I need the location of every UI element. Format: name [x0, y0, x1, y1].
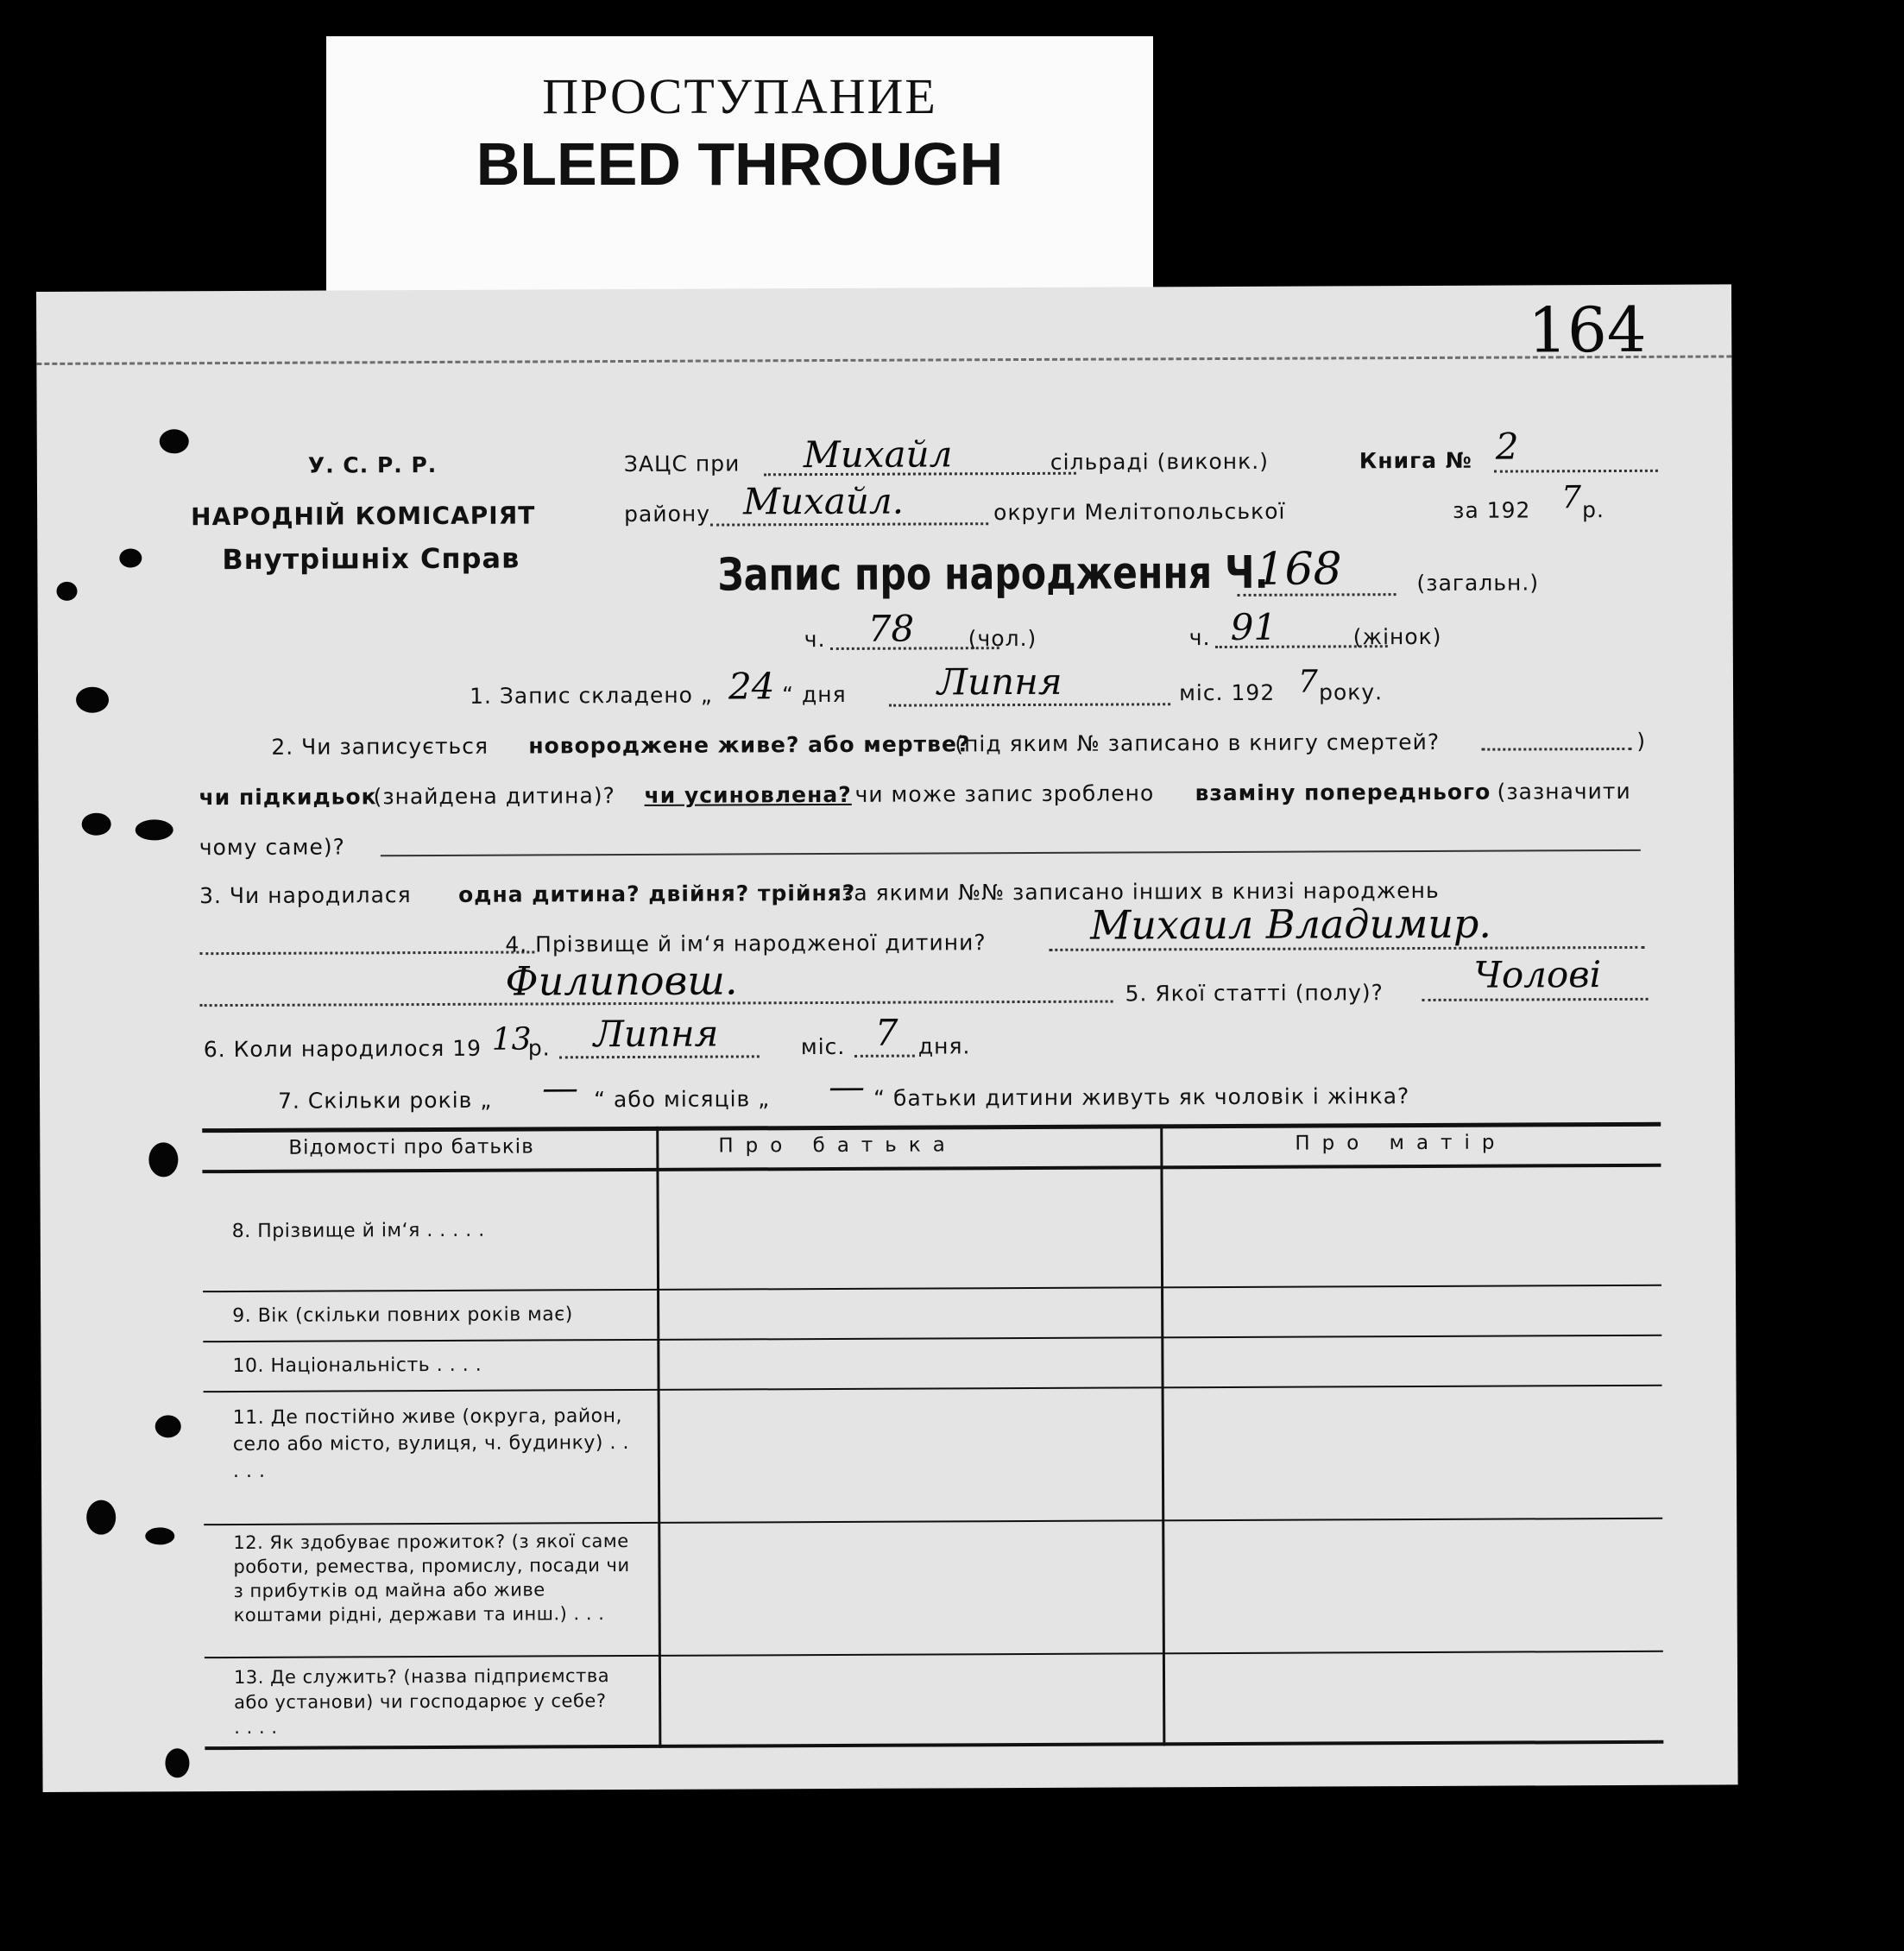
q6-day-handwritten: 7 — [874, 1011, 898, 1054]
q2-alive-dead: новороджене живе? або мертве? — [528, 731, 971, 759]
q7-label: 7. Скільки років „ — [278, 1087, 493, 1114]
q7-months-handwritten: — — [828, 1064, 866, 1108]
q2-label: 2. Чи записується — [271, 733, 489, 760]
punch-hole — [136, 819, 173, 840]
okrug-label: округи Мелітопольської — [993, 498, 1286, 526]
q2-death-book: (під яким № записано в книгу смертей? — [955, 729, 1441, 757]
fold-line — [36, 355, 1731, 365]
row-employment-label: 13. Де служить? (назва підприємства або установи) чи господарює у себе? . . . . — [233, 1665, 610, 1739]
q4-name-handwritten: Михаил Владимир. — [1090, 900, 1492, 949]
table-row-rule — [205, 1651, 1663, 1658]
record-number-handwritten: 168 — [1256, 543, 1342, 596]
punch-hole — [56, 582, 77, 601]
table-row-rule — [204, 1518, 1662, 1525]
q2-found-child: (знайдена дитина)? — [373, 783, 615, 810]
book-number-handwritten: 2 — [1495, 425, 1519, 468]
punch-hole — [119, 548, 142, 567]
q6-day-line — [854, 1055, 915, 1058]
q2-why-line — [381, 849, 1641, 856]
q1-month-line — [889, 703, 1170, 706]
q2-replacement: взаміну попереднього — [1195, 779, 1491, 806]
male-count-handwritten: 78 — [867, 607, 915, 650]
archive-number: 164 — [1528, 293, 1647, 367]
female-count-label: (жінок) — [1352, 623, 1442, 650]
q6-month-handwritten: Липня — [593, 1012, 719, 1056]
q7-rest-label: “ батьки дитини живуть як чоловік і жінка? — [873, 1083, 1410, 1111]
q7-months-label: “ або місяців „ — [594, 1086, 771, 1113]
punch-hole — [76, 687, 109, 713]
republic-label: У. С. Р. Р. — [307, 451, 438, 478]
q3-numbers: за якими №№ записано інших в книзі народжень — [841, 877, 1440, 906]
punch-hole — [86, 1500, 116, 1535]
q2-adopted: чи усиновлена? — [644, 781, 852, 808]
label-card-english-text: BLEED THROUGH — [476, 130, 1004, 198]
book-label: Книга № — [1359, 447, 1472, 474]
q5-line — [1422, 998, 1649, 1001]
year-handwritten: 7 — [1560, 480, 1582, 516]
year-label: за 192 — [1453, 497, 1531, 523]
bleed-through-label-card — [326, 36, 1153, 292]
label-card-russian-text: ПРОСТУПАНИЕ — [542, 68, 937, 124]
punch-hole — [82, 813, 111, 836]
q3-options: одна дитина? двійня? трійня? — [457, 880, 856, 907]
q1-month-label: міс. 192 — [1178, 679, 1276, 706]
q7-years-handwritten: — — [541, 1066, 579, 1109]
q1-day-handwritten: 24 — [728, 665, 775, 708]
q1-year-handwritten: 7 — [1297, 664, 1318, 700]
q1-year-label: року. — [1318, 679, 1384, 705]
q5-handwritten: Чолові — [1473, 953, 1602, 996]
punch-hole — [155, 1415, 181, 1437]
q4-left-line — [199, 950, 534, 955]
q1-label: 1. Запис складено „ — [469, 682, 713, 709]
q6-month-label: міс. — [800, 1033, 846, 1060]
male-count-prefix: ч. — [804, 627, 826, 653]
female-count-prefix: ч. — [1188, 625, 1211, 651]
birth-record-sheet — [36, 284, 1738, 1792]
commissariat-label: НАРОДНІЙ КОМІСАРІЯТ — [191, 501, 536, 532]
row-livelihood-label: 12. Як здобуває прожиток? (з якої саме роботи, ремества, промислу, посади чи з прибутків од майна або живе коштами рідні, держави та инш.) . . . — [233, 1531, 630, 1626]
table-header-rule — [202, 1164, 1661, 1173]
general-label: (загальн.) — [1416, 570, 1540, 597]
q2-specify: (зазначити — [1497, 778, 1631, 805]
zags-label: ЗАЦС при — [623, 451, 741, 477]
q2-death-book-line — [1481, 748, 1631, 751]
district-label: району — [624, 501, 711, 527]
year-suffix: р. — [1582, 497, 1605, 523]
book-field-line — [1494, 470, 1658, 473]
punch-hole — [148, 1142, 178, 1177]
q6-year-handwritten: 13 — [491, 1021, 532, 1058]
q4-surname-handwritten: Филиповш. — [505, 957, 738, 1005]
q2-may-record: чи може запис зроблено — [854, 780, 1155, 807]
q1-day-label: “ дня — [781, 681, 847, 708]
q1-month-handwritten: Липня — [936, 660, 1062, 704]
district-handwritten: Михайл. — [742, 479, 905, 523]
header-about-father: Про батька — [718, 1133, 957, 1158]
male-count-label: (чол.) — [968, 625, 1037, 652]
district-field-line — [710, 522, 988, 526]
table-bottom-rule — [205, 1740, 1663, 1750]
row-nationality-label: 10. Національність . . . . — [232, 1354, 482, 1378]
header-about-mother: Про матір — [1295, 1131, 1507, 1155]
zags-handwritten: Михайл — [803, 433, 953, 477]
q6-month-line — [559, 1055, 760, 1058]
punch-hole — [160, 429, 189, 453]
q2-foundling: чи підкидьок — [199, 784, 377, 811]
q2-close-paren: ) — [1636, 728, 1647, 754]
selrada-label: сільраді (виконк.) — [1050, 448, 1269, 475]
parents-table — [202, 1122, 1663, 1750]
q3-label: 3. Чи народилася — [199, 882, 412, 909]
q6-day-label: дня. — [917, 1033, 971, 1059]
row-name-label: 8. Прізвище й ім‘я . . . . . — [231, 1219, 485, 1243]
female-count-handwritten: 91 — [1230, 605, 1277, 648]
q6-label: 6. Коли народилося 19 — [203, 1035, 482, 1063]
q6-year-suffix: р. — [527, 1035, 551, 1061]
department-label: Внутрішніх Справ — [222, 541, 520, 577]
table-row-rule — [204, 1385, 1662, 1392]
punch-hole — [165, 1748, 189, 1777]
punch-hole — [145, 1527, 174, 1544]
row-age-label: 9. Вік (скільки повних років має) — [232, 1304, 573, 1328]
table-row-rule — [203, 1335, 1661, 1342]
q5-label: 5. Якої статті (полу)? — [1125, 980, 1384, 1007]
table-row-rule — [203, 1285, 1661, 1292]
row-residence-label: 11. Де постійно живе (округа, район, село або місто, вулиця, ч. будинку) . . . . . — [232, 1405, 629, 1483]
q2-why: чому саме)? — [199, 834, 345, 861]
q4-label: 4. Прізвище й ім‘я народженої дитини? — [505, 930, 987, 957]
record-title: Запис про народження Ч. — [717, 546, 1269, 602]
header-parents-info: Відомості про батьків — [288, 1135, 534, 1159]
